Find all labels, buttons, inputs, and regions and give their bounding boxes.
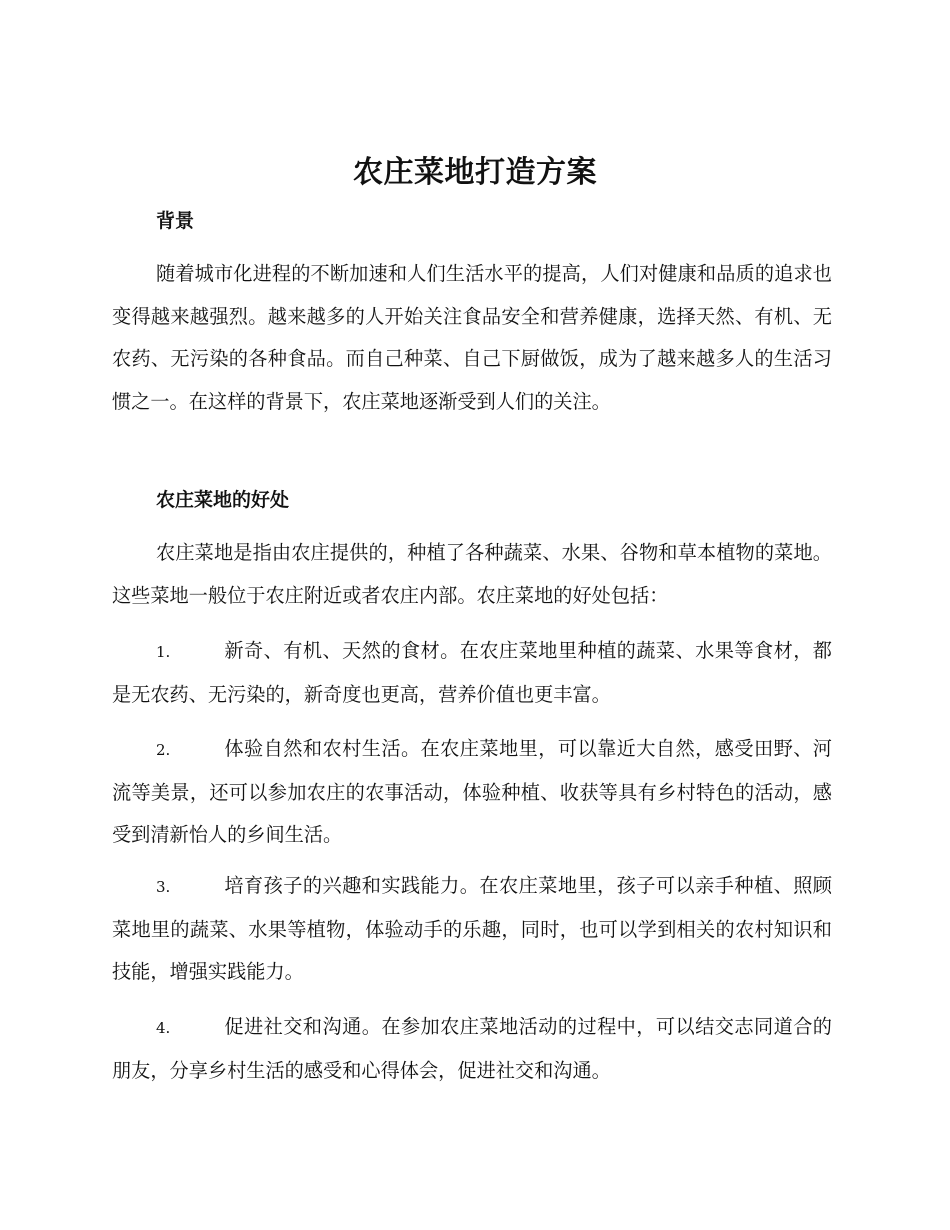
section-paragraph-background: 随着城市化进程的不断加速和人们生活水平的提高，人们对健康和品质的追求也变得越来越强烈。越来越多的人开始关注食品安全和营养健康，选择天然、有机、无农药、无污染的各种食品。而自己种菜、自己下厨做饭，成为了越来越多人的生活习惯之一。在这样的背景下，农庄菜地逐渐受到人们的关注。 [112, 262, 832, 413]
benefit-text: 体验自然和农村生活。在农庄菜地里，可以靠近大自然，感受田野、河流等美景，还可以参加农庄的农事活动，体验种植、收获等具有乡村特色的活动，感受到清新怡人的乡间生活。 [112, 737, 832, 846]
document-title: 农庄菜地打造方案 [353, 155, 597, 190]
benefit-text: 新奇、有机、天然的食材。在农庄菜地里种植的蔬菜、水果等食材，都是无农药、无污染的，新奇度也更高，营养价值也更丰富。 [112, 639, 832, 706]
benefit-item-1 [112, 630, 832, 716]
benefit-number: 4. [156, 1019, 171, 1037]
benefit-number: 3. [156, 878, 171, 896]
benefit-text: 培育孩子的兴趣和实践能力。在农庄菜地里，孩子可以亲手种植、照顾菜地里的蔬菜、水果等植物，体验动手的乐趣，同时，也可以学到相关的农村知识和技能，增强实践能力。 [112, 874, 832, 983]
benefit-text: 促进社交和沟通。在参加农庄菜地活动的过程中，可以结交志同道合的朋友，分享乡村生活的感受和心得体会，促进社交和沟通。 [112, 1015, 832, 1082]
benefit-item-3 [112, 865, 832, 994]
benefit-number: 2. [156, 741, 171, 759]
section-paragraph-benefits: 农庄菜地是指由农庄提供的，种植了各种蔬菜、水果、谷物和草本植物的菜地。这些菜地一般位于农庄附近或者农庄内部。农庄菜地的好处包括： [112, 541, 832, 607]
benefit-number: 1. [156, 643, 171, 661]
section-heading-benefits: 农庄菜地的好处 [156, 489, 290, 511]
benefit-item-4 [112, 1006, 832, 1092]
section-heading-background: 背景 [156, 210, 195, 232]
benefit-item-2 [112, 728, 832, 857]
